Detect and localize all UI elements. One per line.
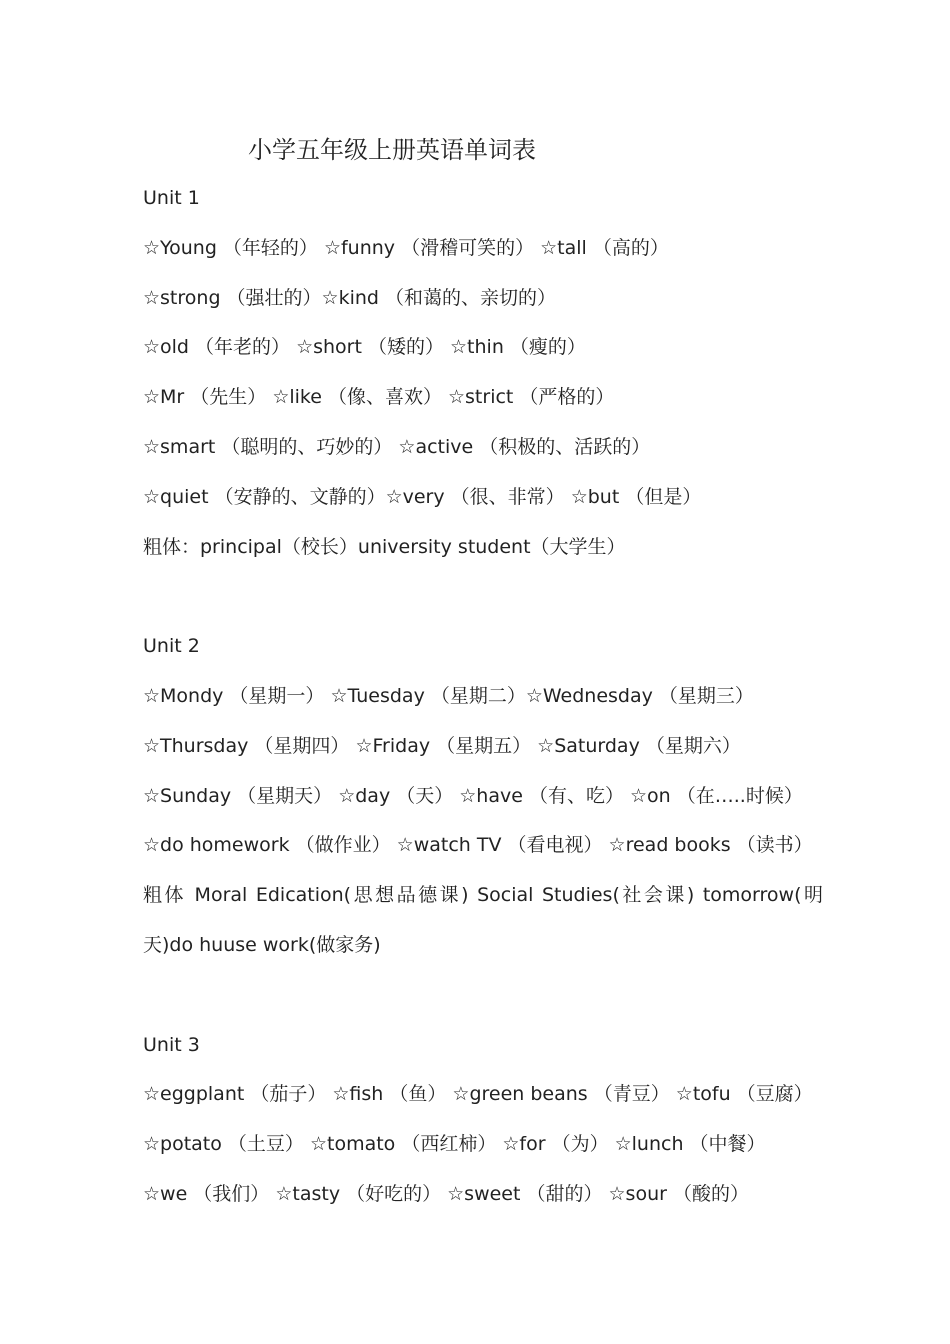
vocab-line: ☆Mondy （星期一） ☆Tuesday （星期二）☆Wednesday （星期三） — [143, 684, 754, 707]
vocab-line: ☆old （年老的） ☆short （矮的） ☆thin （瘦的） — [143, 336, 586, 359]
page-title: 小学五年级上册英语单词表 — [248, 136, 536, 164]
vocab-line: ☆do homework （做作业） ☆watch TV （看电视） ☆read books （读书） — [143, 834, 813, 857]
vocab-line: ☆potato （土豆） ☆tomato （西红柿） ☆for （为） ☆lunch （中餐） — [143, 1133, 766, 1156]
vocab-line: ☆Mr （先生） ☆like （像、喜欢） ☆strict （严格的） — [143, 386, 615, 409]
unit-heading-3: Unit 3 — [143, 1033, 200, 1056]
vocab-line: ☆quiet （安静的、文静的）☆very （很、非常） ☆but （但是） — [143, 485, 702, 508]
spacer — [143, 572, 823, 622]
vocab-line: ☆Sunday （星期天） ☆day （天） ☆have （有、吃） ☆on （在…..时候） — [143, 784, 803, 807]
vocab-line: ☆eggplant （茄子） ☆fish （鱼） ☆green beans （青豆） ☆tofu （豆腐） — [143, 1083, 813, 1106]
bold-words-line: 粗体 Moral Edication(思想品德课) Social Studies(社会课) tomorrow(明天)do huuse work(做家务) — [143, 884, 823, 956]
unit-heading-1: Unit 1 — [143, 187, 200, 209]
unit-heading-2: Unit 2 — [143, 635, 200, 658]
word-list — [143, 174, 823, 1220]
vocab-line: ☆Young （年轻的） ☆funny （滑稽可笑的） ☆tall （高的） — [143, 236, 669, 259]
spacer — [143, 971, 823, 1021]
vocab-line: ☆we （我们） ☆tasty （好吃的） ☆sweet （甜的） ☆sour （酸的） — [143, 1182, 749, 1205]
bold-words-line: 粗体：principal（校长）university student（大学生） — [143, 535, 626, 558]
vocab-line: ☆strong （强壮的）☆kind （和蔼的、亲切的） — [143, 286, 557, 309]
vocab-line: ☆Thursday （星期四） ☆Friday （星期五） ☆Saturday （星期六） — [143, 734, 741, 757]
vocab-line: ☆smart （聪明的、巧妙的） ☆active （积极的、活跃的） — [143, 435, 651, 458]
